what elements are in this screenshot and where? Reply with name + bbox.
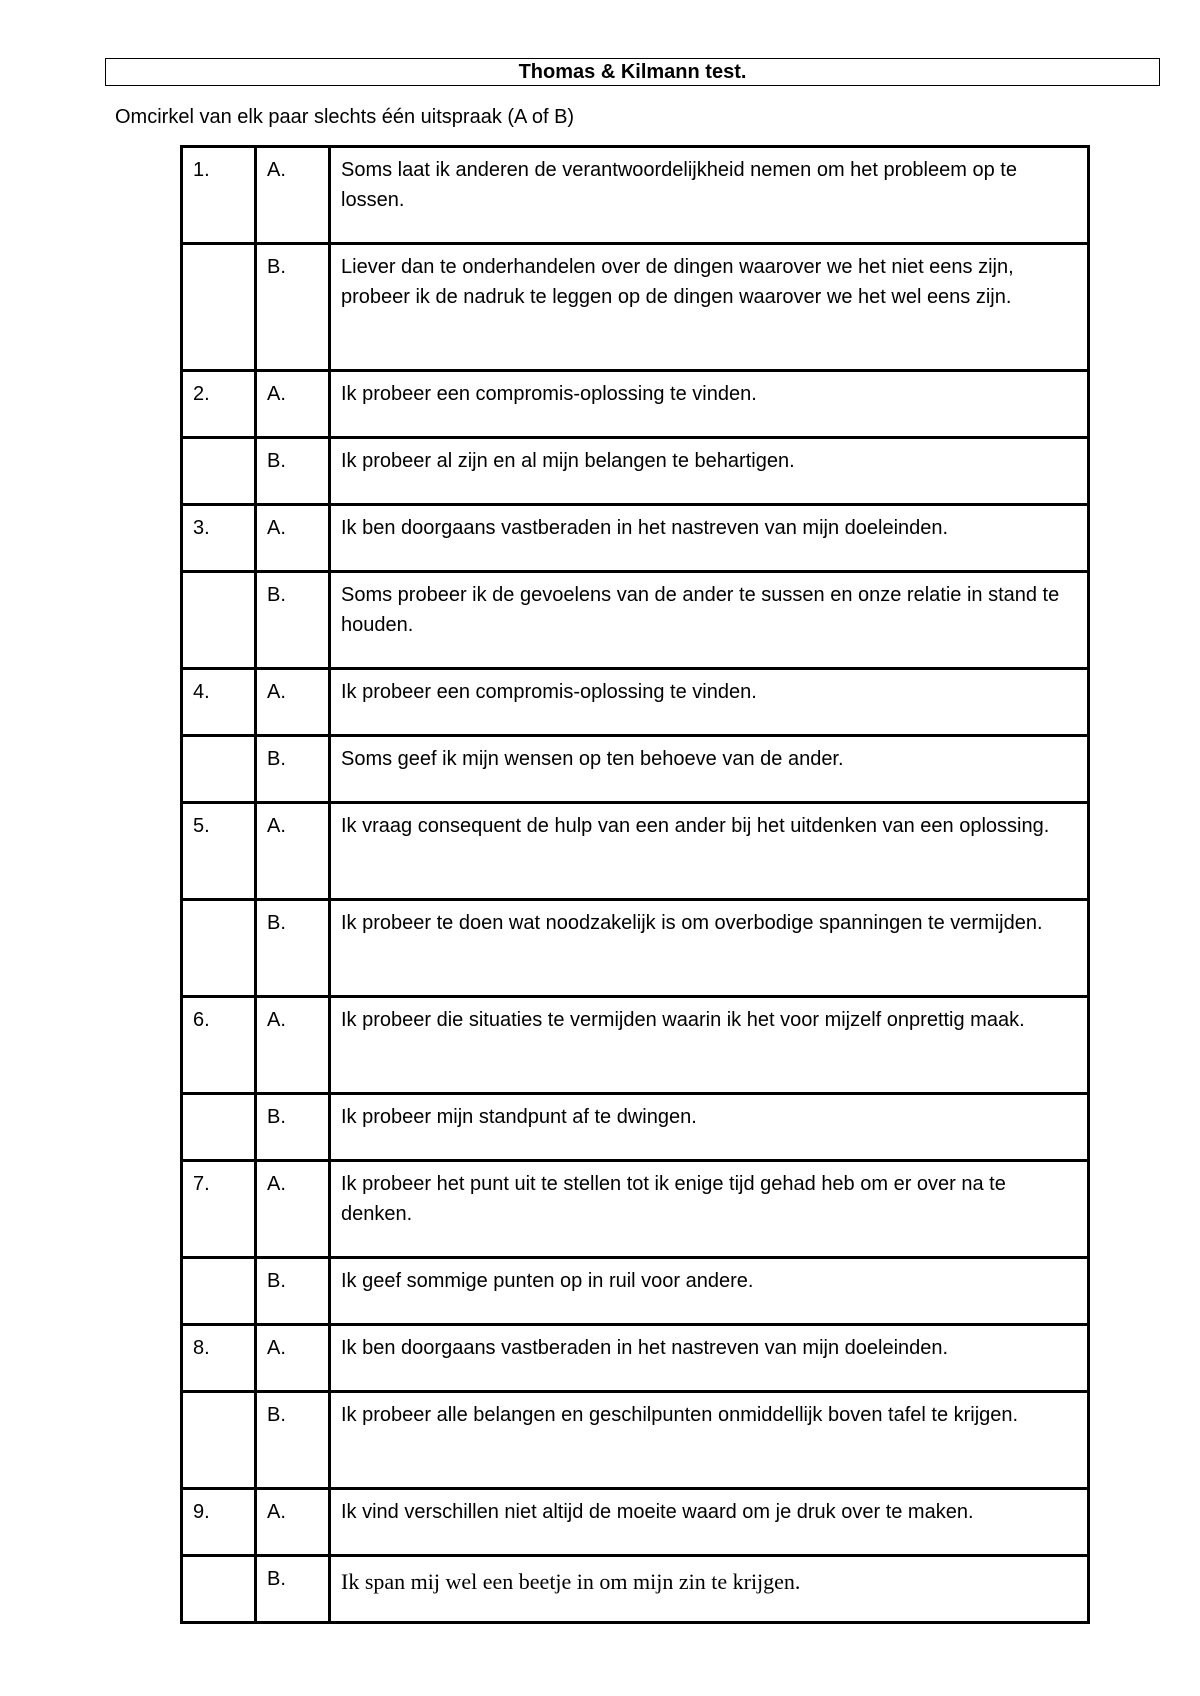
- question-7-row-b: [182, 1258, 1089, 1325]
- question-6-row-b: [182, 1094, 1089, 1161]
- option-text-b[interactable]: Liever dan te onderhandelen over de dingen waarover we het niet eens zijn, probeer ik de nadruk te leggen op de dingen waarover we het wel eens zijn.: [330, 244, 1089, 371]
- question-8-row-a: [182, 1325, 1089, 1392]
- question-number-empty: [182, 736, 256, 803]
- option-text-a[interactable]: Ik vind verschillen niet altijd de moeite waard om je druk over te maken.: [330, 1489, 1089, 1556]
- option-label-b[interactable]: B.: [256, 244, 330, 371]
- option-label-b[interactable]: B.: [256, 736, 330, 803]
- question-2-row-a: [182, 371, 1089, 438]
- option-label-b[interactable]: B.: [256, 572, 330, 669]
- question-number: 8.: [182, 1325, 256, 1392]
- question-number: 1.: [182, 147, 256, 244]
- question-4-row-b: [182, 736, 1089, 803]
- question-6-row-a: [182, 997, 1089, 1094]
- option-label-a[interactable]: A.: [256, 147, 330, 244]
- question-3-row-b: [182, 572, 1089, 669]
- option-label-b[interactable]: B.: [256, 1392, 330, 1489]
- question-number: 7.: [182, 1161, 256, 1258]
- question-number: 3.: [182, 505, 256, 572]
- option-label-a[interactable]: A.: [256, 505, 330, 572]
- option-text-a[interactable]: Ik ben doorgaans vastberaden in het nastreven van mijn doeleinden.: [330, 1325, 1089, 1392]
- option-text-b[interactable]: Ik probeer al zijn en al mijn belangen te behartigen.: [330, 438, 1089, 505]
- question-3-row-a: [182, 505, 1089, 572]
- option-label-b[interactable]: B.: [256, 1556, 330, 1623]
- option-label-a[interactable]: A.: [256, 1161, 330, 1258]
- question-number: 5.: [182, 803, 256, 900]
- question-9-row-b: [182, 1556, 1089, 1623]
- option-text-a[interactable]: Soms laat ik anderen de verantwoordelijkheid nemen om het probleem op te lossen.: [330, 147, 1089, 244]
- page-title: Thomas & Kilmann test.: [105, 58, 1160, 86]
- question-1-row-b: [182, 244, 1089, 371]
- question-5-row-b: [182, 900, 1089, 997]
- option-text-a[interactable]: Ik probeer die situaties te vermijden waarin ik het voor mijzelf onprettig maak.: [330, 997, 1089, 1094]
- option-label-b[interactable]: B.: [256, 1094, 330, 1161]
- question-5-row-a: [182, 803, 1089, 900]
- question-8-row-b: [182, 1392, 1089, 1489]
- question-number: 6.: [182, 997, 256, 1094]
- option-text-b[interactable]: Soms geef ik mijn wensen op ten behoeve van de ander.: [330, 736, 1089, 803]
- option-text-a[interactable]: Ik vraag consequent de hulp van een ander bij het uitdenken van een oplossing.: [330, 803, 1089, 900]
- question-number-empty: [182, 1094, 256, 1161]
- question-1-row-a: [182, 147, 1089, 244]
- question-table: [180, 145, 1090, 1624]
- question-7-row-a: [182, 1161, 1089, 1258]
- question-number-empty: [182, 1392, 256, 1489]
- option-label-a[interactable]: A.: [256, 669, 330, 736]
- option-text-b[interactable]: Soms probeer ik de gevoelens van de ander te sussen en onze relatie in stand te houden.: [330, 572, 1089, 669]
- option-label-a[interactable]: A.: [256, 803, 330, 900]
- option-label-b[interactable]: B.: [256, 900, 330, 997]
- question-number: 9.: [182, 1489, 256, 1556]
- option-label-a[interactable]: A.: [256, 1489, 330, 1556]
- option-text-b[interactable]: Ik geef sommige punten op in ruil voor andere.: [330, 1258, 1089, 1325]
- question-2-row-b: [182, 438, 1089, 505]
- option-text-a[interactable]: Ik probeer een compromis-oplossing te vinden.: [330, 371, 1089, 438]
- question-number-empty: [182, 572, 256, 669]
- option-label-a[interactable]: A.: [256, 1325, 330, 1392]
- question-number-empty: [182, 1258, 256, 1325]
- option-text-a[interactable]: Ik probeer het punt uit te stellen tot ik enige tijd gehad heb om er over na te denken.: [330, 1161, 1089, 1258]
- question-9-row-a: [182, 1489, 1089, 1556]
- option-text-a[interactable]: Ik probeer een compromis-oplossing te vinden.: [330, 669, 1089, 736]
- option-text-b[interactable]: Ik probeer mijn standpunt af te dwingen.: [330, 1094, 1089, 1161]
- question-number-empty: [182, 900, 256, 997]
- option-label-a[interactable]: A.: [256, 997, 330, 1094]
- instruction-text: Omcirkel van elk paar slechts één uitspraak (A of B): [115, 106, 575, 128]
- option-text-b[interactable]: Ik span mij wel een beetje in om mijn zin te krijgen.: [330, 1556, 1089, 1623]
- option-label-a[interactable]: A.: [256, 371, 330, 438]
- question-number-empty: [182, 244, 256, 371]
- option-label-b[interactable]: B.: [256, 438, 330, 505]
- option-text-b[interactable]: Ik probeer te doen wat noodzakelijk is om overbodige spanningen te vermijden.: [330, 900, 1089, 997]
- question-number-empty: [182, 438, 256, 505]
- option-text-a[interactable]: Ik ben doorgaans vastberaden in het nastreven van mijn doeleinden.: [330, 505, 1089, 572]
- question-number: 4.: [182, 669, 256, 736]
- question-number: 2.: [182, 371, 256, 438]
- question-4-row-a: [182, 669, 1089, 736]
- option-label-b[interactable]: B.: [256, 1258, 330, 1325]
- option-text-b[interactable]: Ik probeer alle belangen en geschilpunten onmiddellijk boven tafel te krijgen.: [330, 1392, 1089, 1489]
- question-number-empty: [182, 1556, 256, 1623]
